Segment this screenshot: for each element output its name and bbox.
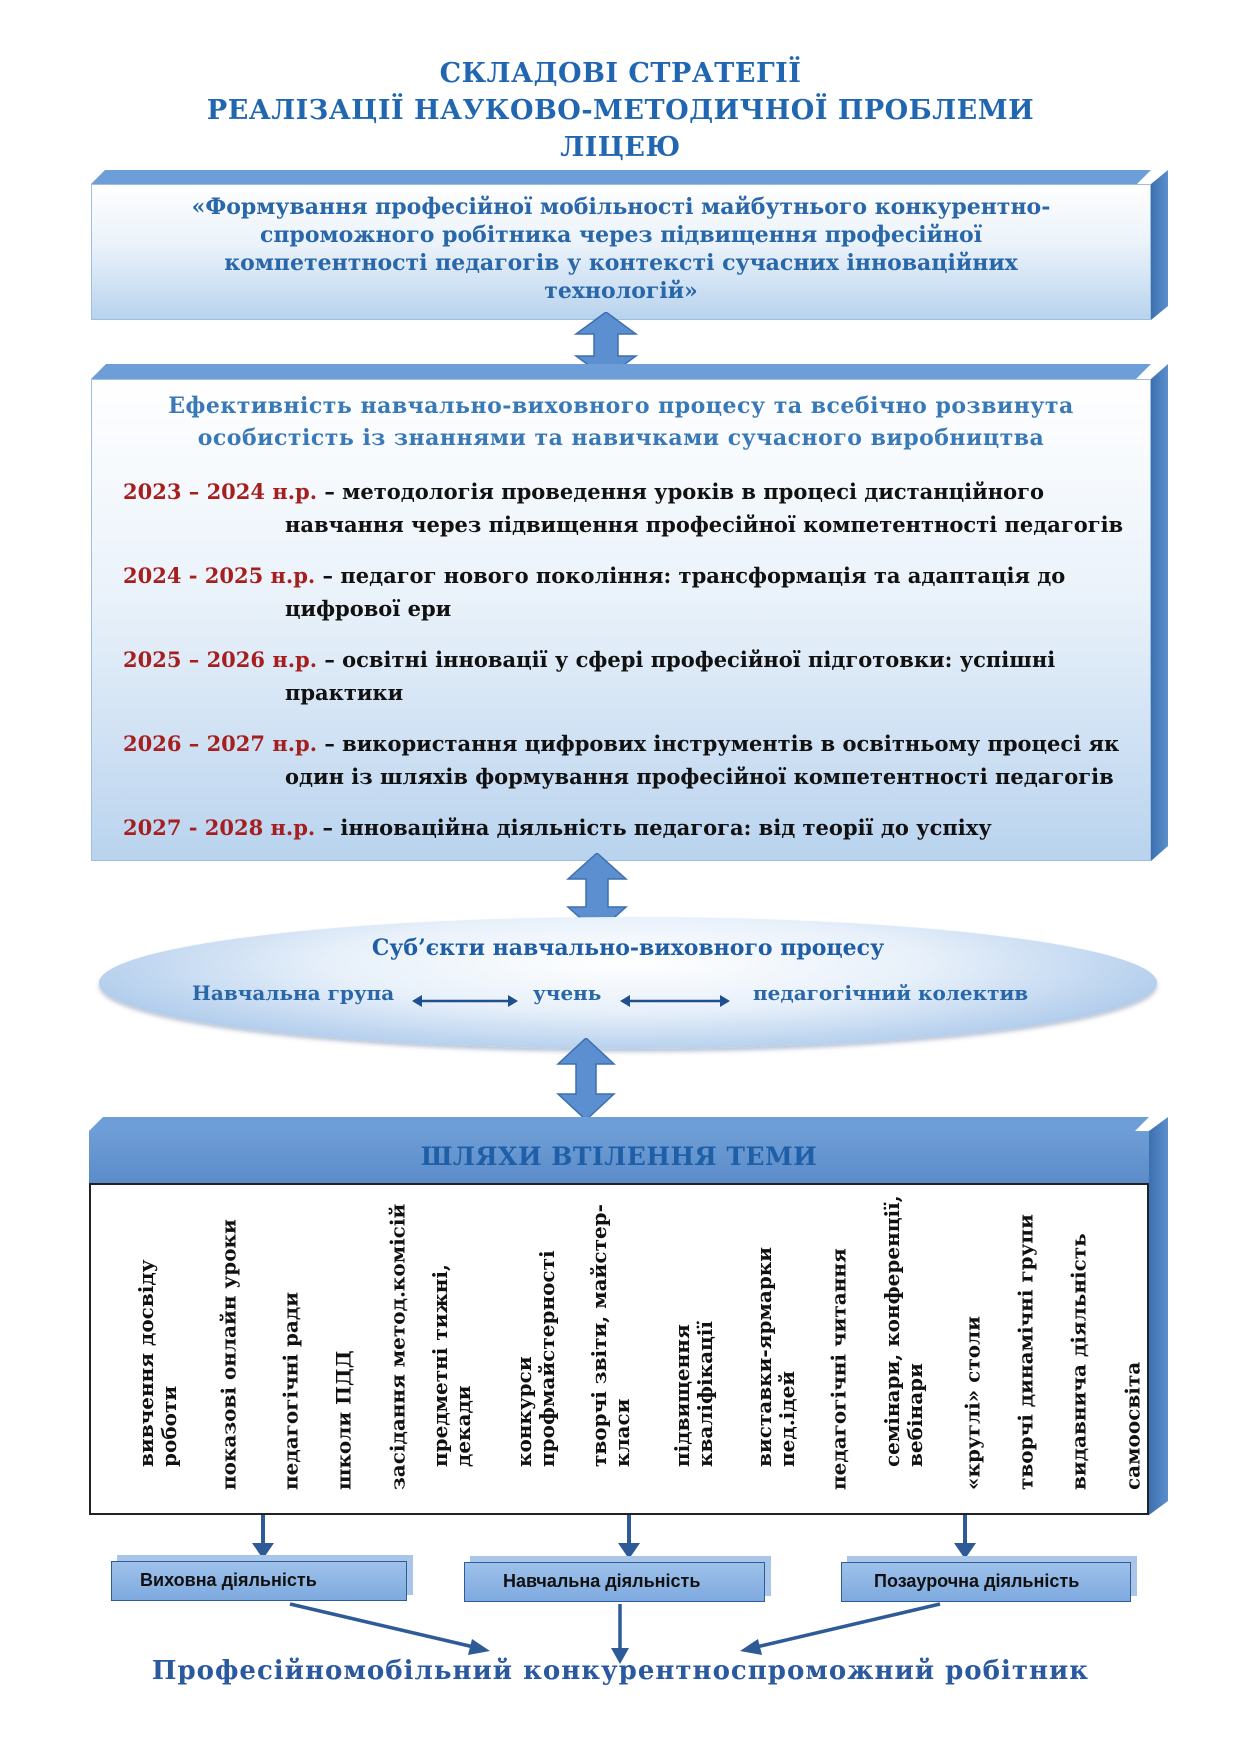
- two-way-arrow-icon: [620, 993, 730, 1009]
- year-item-2: [123, 559, 1143, 643]
- way-item: вивчення досвіду роботи: [134, 1259, 181, 1467]
- educational-activity-box: Виховна діяльність: [111, 1561, 407, 1601]
- subjects-student: учень: [533, 981, 602, 1005]
- ways-box-top: [89, 1117, 1149, 1131]
- way-item: засідання метод.комісій: [385, 1203, 410, 1490]
- year-label: 2026 – 2027 н.р.: [123, 731, 318, 756]
- way-item: педагогічні читання: [826, 1248, 851, 1490]
- way-item: показові онлайн уроки: [216, 1219, 241, 1490]
- two-way-arrow-icon: [412, 993, 518, 1009]
- way-item: творчі звіти, майстер- класи: [587, 1204, 634, 1467]
- way-item: конкурси профмайстерності: [512, 1250, 559, 1467]
- year-text-continued: один із шляхів формування професійної компетентності педагогів: [285, 764, 1114, 789]
- page-title-line3: ЛІЦЕЮ: [560, 132, 681, 163]
- theme-box-face: [91, 184, 1151, 320]
- extracurricular-activity-box: Позаурочна діяльність: [841, 1562, 1131, 1602]
- efficiency-box-top: [91, 364, 1151, 379]
- theme-text-line1: «Формування професійної мобільності майбутнього конкурентно-: [191, 194, 1051, 220]
- theme-text-line2: спроможного робітника через підвищення професійної: [259, 222, 983, 248]
- way-item: семінари, конференції, вебінари: [880, 1195, 927, 1467]
- year-text: – використання цифрових інструментів в освітньому процесі як: [317, 731, 1120, 756]
- efficiency-box: [91, 364, 1168, 861]
- down-arrow-icon: [614, 1515, 644, 1561]
- efficiency-box-face: [91, 379, 1151, 861]
- efficiency-heading-line1: Ефективність навчально-виховного процесу та всебічно розвинута: [168, 393, 1074, 419]
- year-label: 2025 – 2026 н.р.: [123, 647, 318, 672]
- page-title-line1: СКЛАДОВІ СТРАТЕГІЇ: [439, 58, 802, 89]
- theme-text-line3: компетентності педагогів у контексті сучасних інноваційних: [224, 250, 1018, 276]
- year-text: – освітні інновації у сфері професійної підготовки: успішні: [317, 647, 1056, 672]
- result-text: Професійномобільний конкурентноспроможний робітник: [151, 1656, 1090, 1686]
- theme-box-top: [91, 170, 1151, 184]
- way-item: видавнича діяльність: [1066, 1233, 1091, 1490]
- theme-text-line4: технологій»: [544, 278, 698, 304]
- year-text-continued: практики: [285, 680, 404, 705]
- theme-box-side: [1151, 170, 1168, 320]
- subjects-staff: педагогічний колектив: [753, 981, 1029, 1005]
- way-item: «круглі» столи: [960, 1316, 985, 1490]
- year-text-continued: цифрової ери: [285, 596, 452, 621]
- year-text: – методологія проведення уроків в процесі дистанційного: [317, 479, 1044, 504]
- ways-title: ШЛЯХИ ВТІЛЕННЯ ТЕМИ: [420, 1142, 818, 1171]
- year-text: – педагог нового покоління: трансформація та адаптація до: [315, 563, 1066, 588]
- way-item: підвищення кваліфікації: [670, 1320, 717, 1467]
- year-label: 2023 – 2024 н.р.: [123, 479, 318, 504]
- year-item-1: [123, 475, 1143, 559]
- way-item: самоосвіта: [1120, 1361, 1145, 1490]
- way-item: виставки-ярмарки пед.ідей: [752, 1246, 799, 1467]
- way-item: школи ПДД: [331, 1350, 356, 1490]
- way-item: предметні тижні, декади: [428, 1264, 475, 1467]
- year-text: – інноваційна діяльність педагога: від теорії до успіху: [315, 815, 992, 840]
- efficiency-box-side: [1151, 364, 1168, 861]
- ways-header: [89, 1131, 1149, 1183]
- down-arrow-icon: [950, 1515, 980, 1561]
- subjects-title: Суб’єкти навчально-виховного процесу: [371, 935, 885, 961]
- learning-activity-box: Навчальна діяльність: [464, 1562, 765, 1602]
- way-item: творчі динамічні групи: [1013, 1214, 1038, 1490]
- double-arrow-icon: [554, 1038, 618, 1120]
- year-text-continued: навчання через підвищення професійної компетентності педагогів: [285, 512, 1124, 537]
- subjects-group: Навчальна група: [192, 981, 395, 1005]
- down-arrow-icon: [248, 1515, 278, 1561]
- years-list: [123, 475, 1143, 851]
- year-item-3: [123, 643, 1143, 727]
- year-item-4: [123, 727, 1143, 811]
- way-item: педагогічні ради: [278, 1291, 303, 1490]
- year-label: 2027 - 2028 н.р.: [123, 815, 316, 840]
- theme-box: [91, 170, 1168, 320]
- year-item-5: [123, 811, 1143, 851]
- page-title-line2: РЕАЛІЗАЦІЇ НАУКОВО-МЕТОДИЧНОЇ ПРОБЛЕМИ: [206, 95, 1035, 126]
- year-label: 2024 - 2025 н.р.: [123, 563, 316, 588]
- efficiency-heading-line2: особистість із знаннями та навичками сучасного виробництва: [197, 425, 1045, 451]
